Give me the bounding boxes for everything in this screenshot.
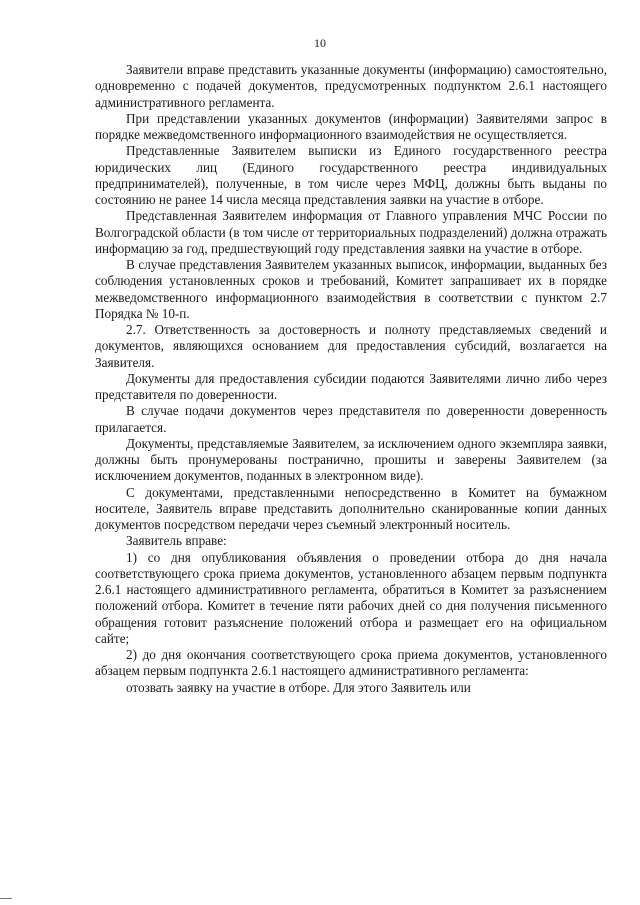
document-body — [95, 62, 607, 696]
paragraph: отозвать заявку на участие в отборе. Для этого Заявитель или — [126, 679, 471, 695]
paragraph: Документы для предоставления субсидии подаются Заявителями лично либо через представителя по доверенности. — [95, 370, 607, 402]
list-item: 1) со дня опубликования объявления о проведении отбора до дня начала соответствующего срока приема документов, установленного абзацем первым подпункта 2.6.1 настоящего административного регламента, обратиться в Комитет за разъяснением положений отбора. Комитет в течение пяти рабочих дней со дня получения письменного обращения готовит разъяснение положений отбора и размещает его на официальном сайте; — [95, 549, 607, 646]
paragraph: При представлении указанных документов (информации) Заявителями запрос в порядке межведомственного информационного взаимодействия не осуществляется. — [95, 110, 607, 142]
page-number: 10 — [314, 36, 326, 50]
paragraph: 2.7. Ответственность за достоверность и полноту представляемых сведений и документов, являющихся основанием для предоставления субсидий, возлагается на Заявителя. — [95, 322, 607, 370]
paragraph: В случае подачи документов через представителя по доверенности доверенность прилагается. — [95, 403, 607, 435]
scan-edge-mark — [0, 898, 12, 899]
paragraph: Документы, представляемые Заявителем, за исключением одного экземпляра заявки, должны быть пронумерованы постранично, прошиты и заверены Заявителем (за исключением документов, поданных в электронном виде). — [95, 435, 607, 484]
paragraph: Заявители вправе представить указанные документы (информацию) самостоятельно, одновременно с подачей документов, предусмотренных подпунктом 2.6.1 настоящего административного регламента. — [95, 62, 607, 110]
paragraph: Представленные Заявителем выписки из Единого государственного реестра юридических лиц (Единого государственного реестра индивидуальных предпринимателей), полученные, в том числе через МФЦ, должны быть выданы по состоянию не ранее 14 числа месяца представления заявки на участие в отборе. — [95, 143, 607, 207]
paragraph: С документами, представленными непосредственно в Комитет на бумажном носителе, Заявитель вправе представить дополнительно сканированные копии данных документов посредством передачи через съемный электронный носитель. — [95, 484, 607, 532]
paragraph: Заявитель вправе: — [126, 533, 227, 549]
list-item: 2) до дня окончания соответствующего срока приема документов, установленного абзацем первым подпункта 2.6.1 настоящего административного регламента: — [95, 647, 607, 679]
paragraph: Представленная Заявителем информация от Главного управления МЧС России по Волгоградской области (в том числе от территориальных подразделений) должна отражать информацию за год, предшествующий году представления заявки на участие в отборе. — [95, 208, 607, 256]
paragraph: В случае представления Заявителем указанных выписок, информации, выданных без соблюдения установленных сроков и требований, Комитет запрашивает их в порядке межведомственного информационного взаимодействия в соответствии с пунктом 2.7 Порядка № 10-п. — [95, 257, 607, 321]
